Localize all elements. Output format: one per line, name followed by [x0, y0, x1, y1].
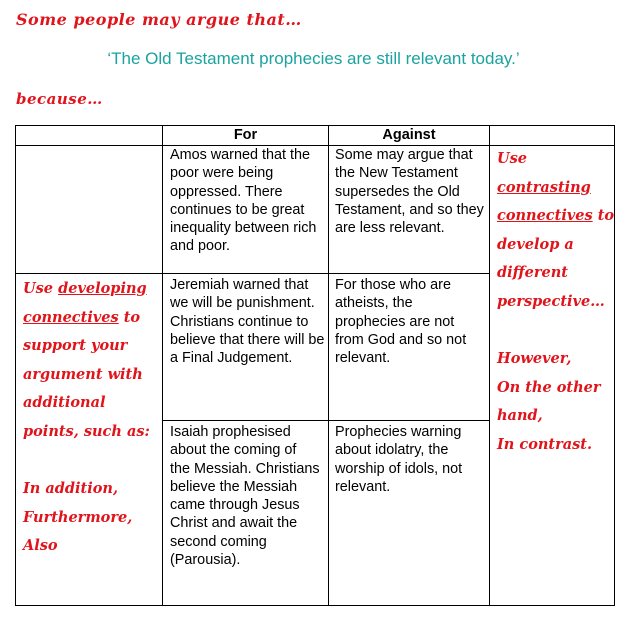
left-note-line: additional: [23, 394, 106, 411]
table-cell-for-1: Amos warned that the poor were being oppressed. There continues to be great inequality between rich and poor.: [170, 147, 317, 255]
left-note-line: points, such as:: [23, 422, 150, 440]
left-note-line: argument with: [23, 365, 143, 383]
quote-statement: ‘The Old Testament prophecies are still relevant today.’: [107, 49, 520, 68]
table-cell-for-3: Isaiah prophesised about the coming of the Messiah. Christians believe the Messiah came through Jesus Christ and await the second coming (Parousia).: [170, 424, 320, 569]
left-note-example: Also: [23, 537, 58, 554]
right-note-keyword: contrasting: [497, 178, 591, 196]
table-cell-against-1: Some may argue that the New Testament supersedes the Old Testament, and so they are less relevant.: [335, 147, 484, 237]
header-against: Against: [382, 127, 436, 143]
header-for: For: [233, 127, 258, 143]
left-note-example: Furthermore,: [23, 508, 133, 526]
table-cell-for-2: Jeremiah warned that we will be punishment. Christians continue to believe that there will be a Final Judgement.: [170, 277, 325, 367]
intro-text: Some people may argue that…: [16, 10, 302, 29]
right-note-example: However,: [497, 350, 572, 367]
right-note-line: develop a: [497, 235, 574, 253]
left-note-word-2: to: [123, 308, 141, 326]
right-note-word-2: to: [597, 207, 615, 224]
right-note-keyword-2: connectives: [497, 207, 593, 224]
left-note-example: In addition,: [23, 480, 119, 497]
table-cell-against-2: For those who are atheists, the prophecies are not from God and so not relevant.: [335, 277, 467, 367]
left-note-line: support your: [23, 337, 128, 354]
right-note-line: perspective…: [497, 292, 605, 310]
right-annotation: [497, 145, 615, 459]
left-note-keyword: developing: [58, 280, 147, 297]
right-note-line: different: [497, 264, 568, 281]
right-note-example: hand,: [497, 407, 543, 424]
left-note-keyword-2: connectives: [23, 308, 119, 326]
right-note-example: On the other: [497, 378, 601, 396]
right-note-word: Use: [497, 150, 528, 167]
right-note-example: In contrast.: [497, 435, 593, 453]
left-note-word: Use: [23, 280, 54, 297]
table-cell-against-3: Prophecies warning about idolatry, the worship of idols, not relevant.: [335, 424, 463, 495]
because-text: because…: [16, 90, 103, 108]
left-annotation: [23, 275, 161, 561]
